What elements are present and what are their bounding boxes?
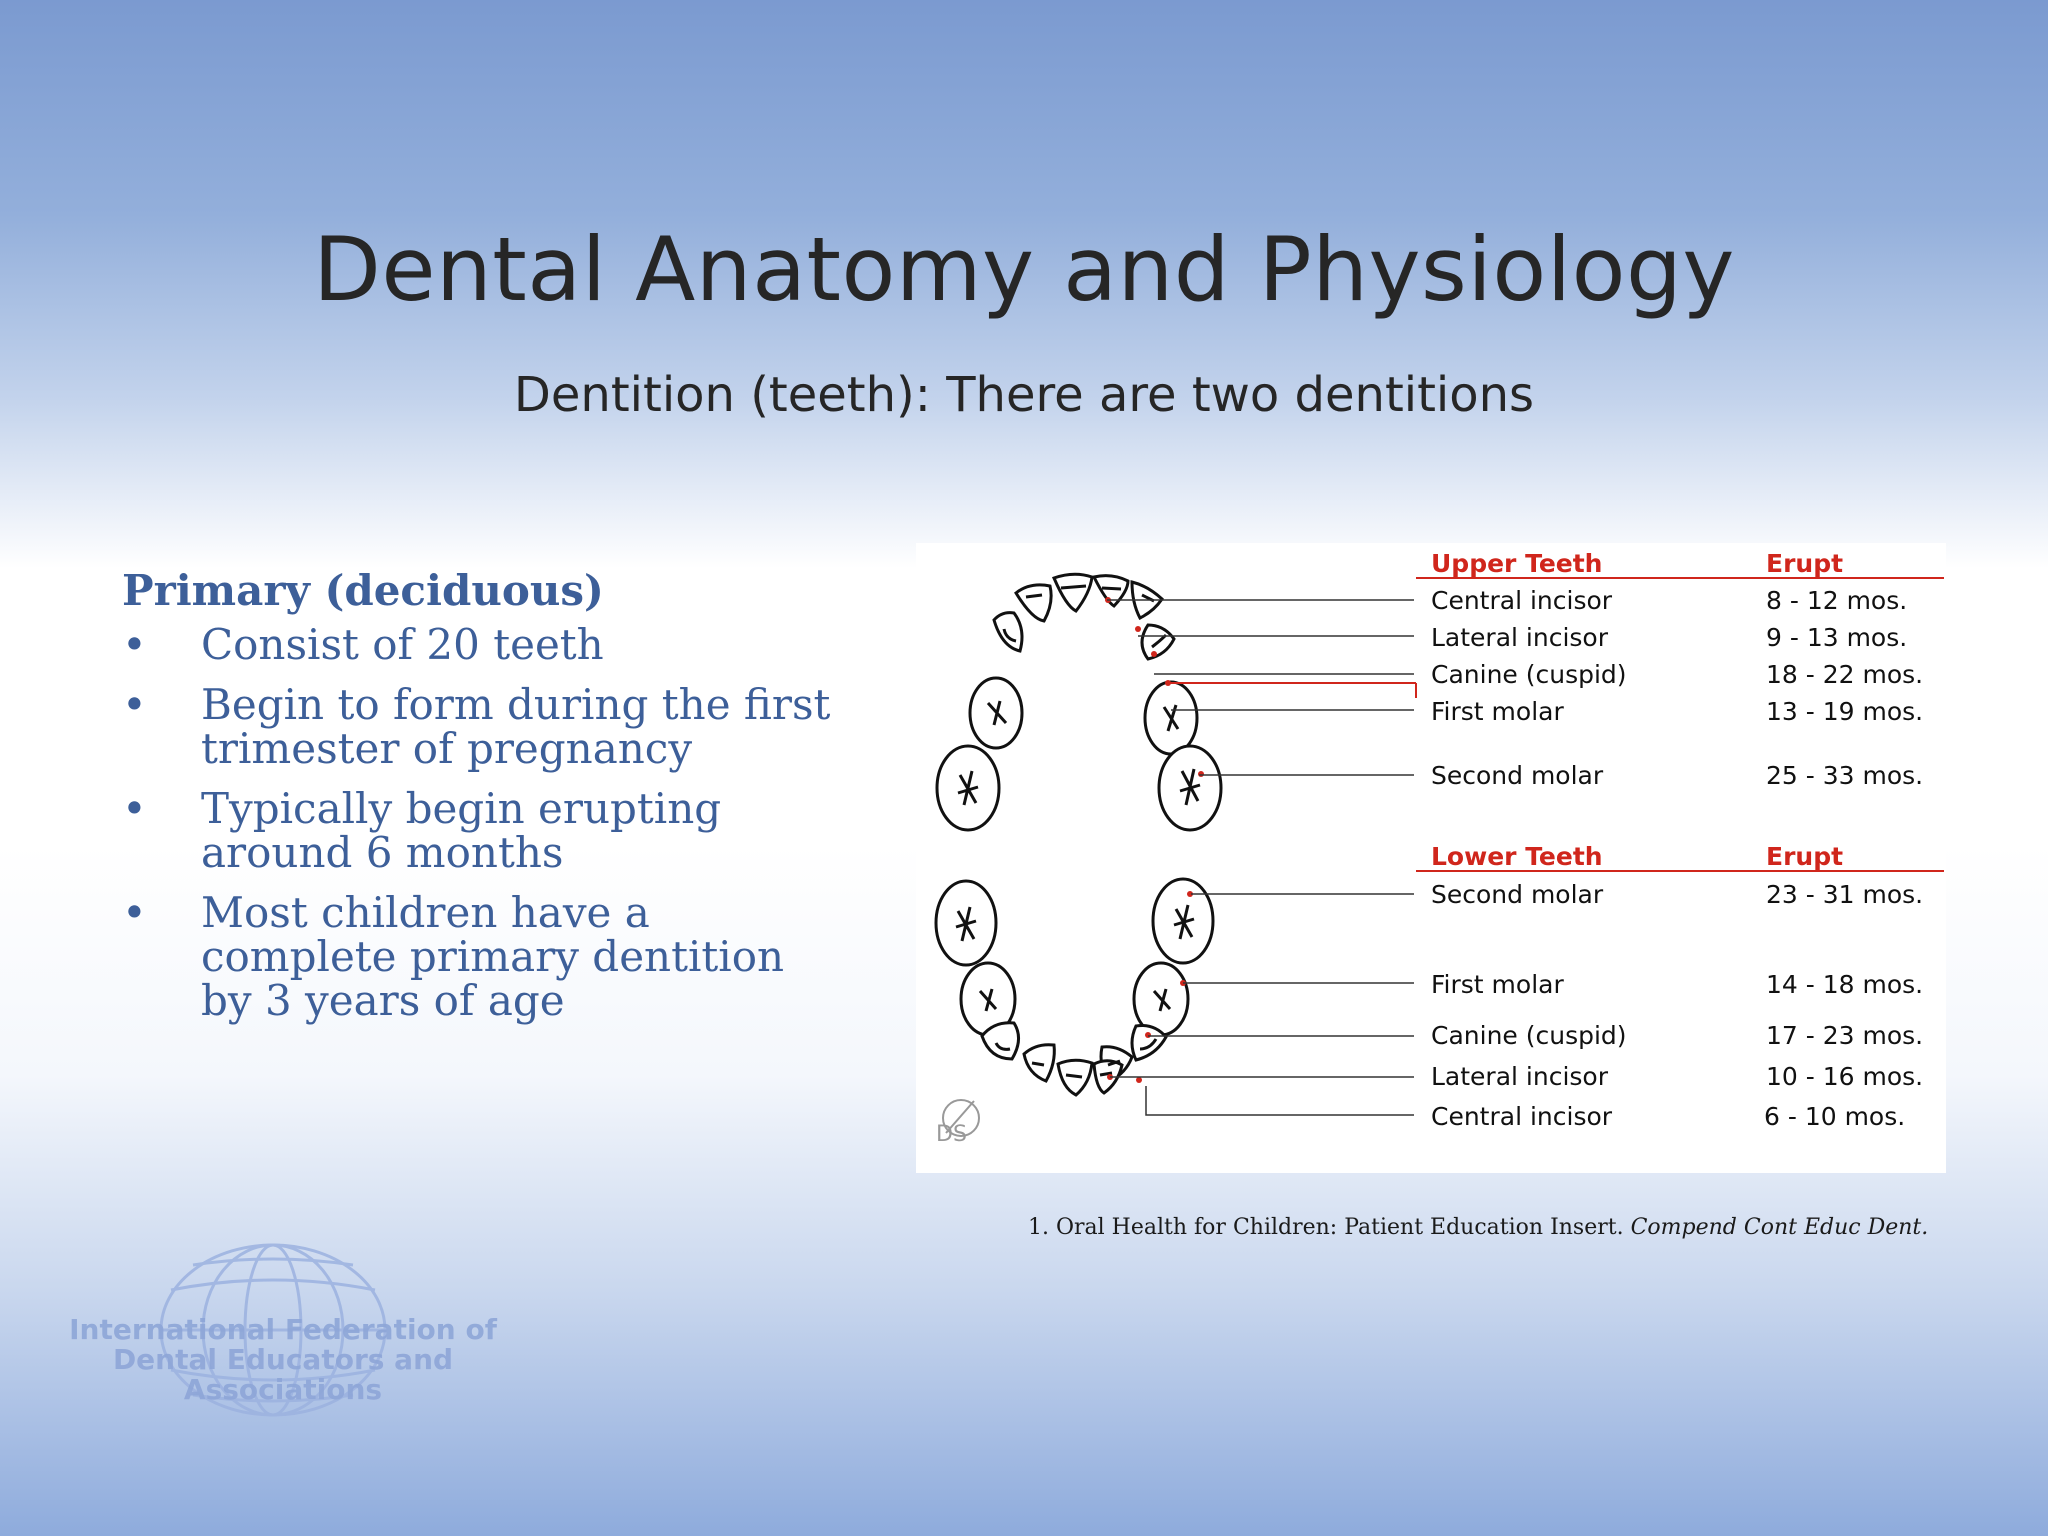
lower-erupt-value: 6 - 10 mos. (1764, 1102, 1906, 1131)
lower-erupt-header: Erupt (1766, 842, 1844, 871)
bullet-text: Typically begin erupting around 6 months (201, 784, 722, 877)
lower-erupt-value: 17 - 23 mos. (1766, 1021, 1924, 1050)
upper-teeth-header: Upper Teeth (1431, 549, 1603, 578)
upper-erupt-value: 13 - 19 mos. (1766, 697, 1924, 726)
bullet-icon: • (122, 888, 147, 937)
citation (1028, 1215, 1928, 1240)
primary-dentition-section (122, 566, 842, 1039)
upper-arch-teeth (937, 574, 1221, 830)
bullet-text: Consist of 20 teeth (201, 620, 604, 669)
crown-markings (956, 586, 1200, 1077)
bullet-item (122, 784, 842, 877)
bullet-item (122, 620, 842, 669)
upper-erupt-value: 9 - 13 mos. (1766, 623, 1908, 652)
bullet-item (122, 888, 842, 1025)
upper-erupt-value: 18 - 22 mos. (1766, 660, 1924, 689)
bullet-item (122, 680, 842, 773)
lower-tooth-label: Canine (cuspid) (1431, 1021, 1627, 1050)
bullet-icon: • (122, 620, 147, 669)
bullet-text: Most children have a complete primary dentition by 3 years of age (201, 888, 785, 1025)
citation-journal: Compend Cont Educ Dent. (1630, 1215, 1929, 1240)
upper-tooth-label: Lateral incisor (1431, 623, 1609, 652)
logo-text (28, 1315, 538, 1405)
upper-tooth-label: Second molar (1431, 761, 1604, 790)
bullet-text: Begin to form during the first trimester of pregnancy (201, 680, 831, 773)
bullet-icon: • (122, 680, 147, 729)
citation-text: 1. Oral Health for Children: Patient Education Insert. (1028, 1215, 1624, 1240)
upper-erupt-value: 25 - 33 mos. (1766, 761, 1924, 790)
ds-mark: DS (936, 1122, 967, 1147)
lower-erupt-value: 14 - 18 mos. (1766, 970, 1924, 999)
lower-tooth-label: First molar (1431, 970, 1564, 999)
teeth-eruption-figure (916, 543, 1946, 1173)
logo-line-1: International Federation of (69, 1313, 497, 1346)
primary-bullet-list (122, 620, 842, 1025)
primary-heading: Primary (deciduous) (122, 566, 604, 615)
logo-line-2: Dental Educators and Associations (112, 1343, 454, 1406)
lower-erupt-value: 23 - 31 mos. (1766, 880, 1924, 909)
upper-erupt-value: 8 - 12 mos. (1766, 586, 1908, 615)
lower-tooth-label: Second molar (1431, 880, 1604, 909)
upper-erupt-header: Erupt (1766, 549, 1844, 578)
upper-tooth-label: Canine (cuspid) (1431, 660, 1627, 689)
lower-erupt-value: 10 - 16 mos. (1766, 1062, 1924, 1091)
slide-subtitle: Dentition (teeth): There are two dentitions (513, 367, 1535, 423)
pointer-lines (1166, 683, 1416, 698)
lower-teeth-header: Lower Teeth (1431, 842, 1603, 871)
upper-tooth-label: First molar (1431, 697, 1564, 726)
bullet-icon: • (122, 784, 147, 833)
lower-arch-teeth (936, 879, 1213, 1095)
slide-title: Dental Anatomy and Physiology (313, 218, 1735, 321)
lower-tooth-label: Lateral incisor (1431, 1062, 1609, 1091)
teeth-diagram (916, 543, 1946, 1173)
upper-tooth-label: Central incisor (1431, 586, 1613, 615)
lower-tooth-label: Central incisor (1431, 1102, 1613, 1131)
